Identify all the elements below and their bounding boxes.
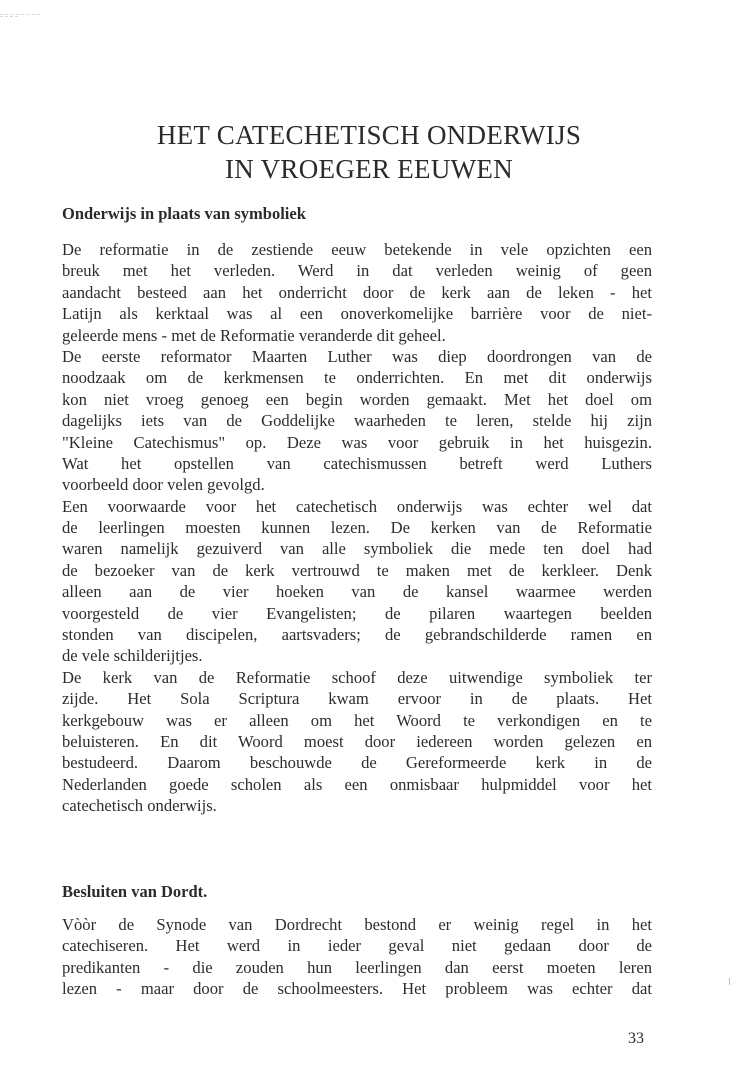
body-line: geleerde mens - met de Reformatie veranderde dit geheel. bbox=[62, 325, 446, 345]
body-line: voorgesteld de vier Evangelisten; de pilaren waartegen beelden bbox=[62, 603, 652, 623]
body-line: voorbeeld door velen gevolgd. bbox=[62, 475, 265, 495]
body-line: de leerlingen moesten kunnen lezen. De kerken van de Reformatie bbox=[62, 518, 652, 538]
body-line: Wat het opstellen van catechismussen betreft werd Luthers bbox=[62, 453, 652, 473]
body-line: alleen aan de vier hoeken van de kansel waarmee werden bbox=[62, 582, 652, 602]
section-heading-2: Besluiten van Dordt. bbox=[62, 882, 208, 901]
body-line: noodzaak om de kerkmensen te onderrichten. En met dit onderwijs bbox=[62, 368, 652, 388]
body-line: lezen - maar door de schoolmeesters. Het probleem was echter dat bbox=[62, 979, 652, 999]
body-line: Nederlanden goede scholen als een onmisbaar hulpmiddel voor het bbox=[62, 774, 652, 794]
body-line: breuk met het verleden. Werd in dat verleden weinig of geen bbox=[62, 261, 652, 281]
body-line: Een voorwaarde voor het catechetisch onderwijs was echter wel dat bbox=[62, 496, 652, 516]
scan-artifact-line bbox=[0, 14, 40, 15]
body-line: De kerk van de Reformatie schoof deze uitwendige symboliek ter bbox=[62, 667, 652, 687]
section-heading-1: Onderwijs in plaats van symboliek bbox=[62, 204, 306, 223]
chapter-title bbox=[62, 118, 676, 186]
body-line: kon niet vroeg genoeg een begin worden gemaakt. Met het doel om bbox=[62, 389, 652, 409]
body-line: waren namelijk gezuiverd van alle symboliek die mede ten doel had bbox=[62, 539, 652, 559]
body-line: catechiseren. Het werd in ieder geval niet gedaan door de bbox=[62, 936, 652, 956]
body-line: stonden van discipelen, aartsvaders; de gebrandschilderde ramen en bbox=[62, 625, 652, 645]
section-1-body bbox=[62, 239, 652, 817]
chapter-title-line-2: IN VROEGER EEUWEN bbox=[224, 154, 514, 184]
body-line: de vele schilderijtjes. bbox=[62, 646, 203, 666]
body-line: bestudeerd. Daarom beschouwde de Gereformeerde kerk in de bbox=[62, 753, 652, 773]
body-line: predikanten - die zouden hun leerlingen dan eerst moeten leren bbox=[62, 957, 652, 977]
chapter-title-line-1: HET CATECHETISCH ONDERWIJS bbox=[156, 120, 582, 150]
body-line: De reformatie in de zestiende eeuw betekende in vele opzichten een bbox=[62, 240, 652, 259]
body-line: beluisteren. En dit Woord moest door iedereen worden gelezen en bbox=[62, 731, 652, 751]
body-line: aandacht besteed aan het onderricht door de kerk aan de leken - het bbox=[62, 282, 652, 302]
body-line: kerkgebouw was er alleen om het Woord te verkondigen en te bbox=[62, 710, 652, 730]
scan-artifact-line bbox=[0, 16, 18, 17]
body-line: De eerste reformator Maarten Luther was diep doordrongen van de bbox=[62, 346, 652, 366]
body-line: dagelijks iets van de Goddelijke waarheden te leren, stelde hij zijn bbox=[62, 411, 652, 431]
page-number: 33 bbox=[628, 1030, 644, 1047]
section-2-body bbox=[62, 914, 652, 1000]
body-line: catechetisch onderwijs. bbox=[62, 796, 217, 816]
body-line: "Kleine Catechismus" op. Deze was voor gebruik in het huisgezin. bbox=[62, 432, 652, 452]
body-line: zijde. Het Sola Scriptura kwam ervoor in de plaats. Het bbox=[62, 689, 652, 709]
margin-mark bbox=[729, 978, 730, 985]
body-line: Vòòr de Synode van Dordrecht bestond er weinig regel in het bbox=[62, 915, 652, 934]
body-line: Latijn als kerktaal was al een onoverkomelijke barrière voor de niet- bbox=[62, 304, 652, 324]
body-line: de bezoeker van de kerk vertrouwd te maken met de kerkleer. Denk bbox=[62, 560, 652, 580]
